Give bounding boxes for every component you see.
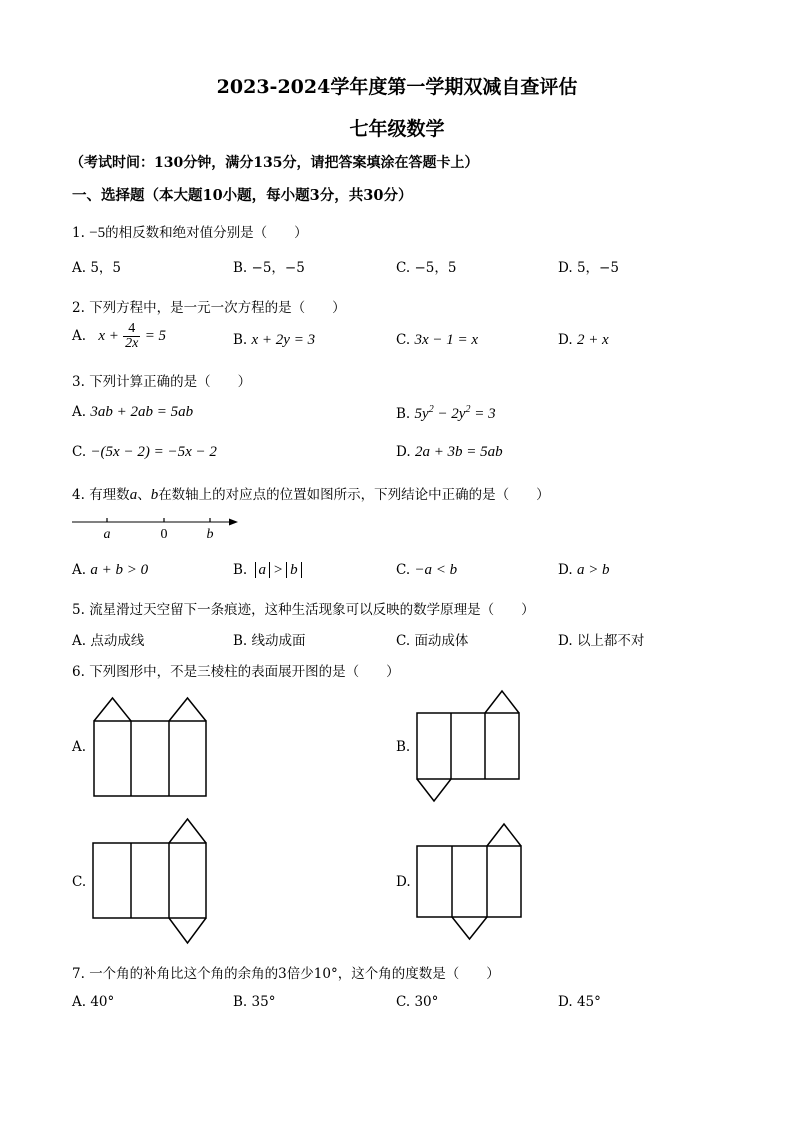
net-rect-outline <box>93 843 206 918</box>
question-text: 下列方程中，是一元一次方程的是（ ） <box>89 300 346 316</box>
question-text: 流星滑过天空留下一条痕迹，这种生活现象可以反映的数学原理是（ ） <box>89 602 535 618</box>
option-label: A. <box>72 633 87 649</box>
q6-figure-d <box>413 820 528 945</box>
option-label: C. <box>396 994 411 1010</box>
q5-option-b[interactable] <box>233 629 306 649</box>
q7-option-c[interactable] <box>396 994 438 1010</box>
option-math: x + <box>98 328 119 344</box>
net-triangle <box>417 779 451 801</box>
page-title: 2023-2024学年度第一学期双减自查评估 <box>216 76 578 98</box>
q1-option-b[interactable] <box>233 256 305 276</box>
math-part: = 3 <box>470 406 496 422</box>
abs-b: b <box>286 562 302 578</box>
net-triangle <box>485 691 519 713</box>
net-triangle <box>487 824 521 846</box>
question-7 <box>72 962 500 982</box>
q4-option-c[interactable] <box>396 562 457 579</box>
option-math: a > b <box>576 562 610 578</box>
option-math: 2a + 3b = 5ab <box>414 444 503 460</box>
q7-option-a[interactable] <box>72 994 114 1010</box>
option-label: A. <box>72 994 87 1010</box>
question-text: 下列图形中，不是三棱柱的表面展开图的是（ ） <box>89 664 400 680</box>
question-6 <box>72 660 400 680</box>
q5-option-c[interactable] <box>396 629 468 649</box>
q6-option-b-label[interactable]: B. <box>396 739 411 755</box>
q6-option-d-label[interactable]: D. <box>396 874 411 890</box>
option-label: A. <box>72 328 87 344</box>
math-part: − 2y <box>433 406 466 422</box>
net-rect-outline <box>417 713 519 779</box>
section-heading: 一、选择题（本大题10小题，每小题3分，共30分） <box>72 187 413 204</box>
q1-option-a[interactable] <box>72 256 121 276</box>
question-1 <box>72 221 308 242</box>
option-math <box>415 406 496 422</box>
option-label: C. <box>396 260 411 276</box>
exponent: 2 <box>428 404 434 415</box>
q6-figure-c <box>89 815 214 950</box>
option-text: 40° <box>90 994 115 1010</box>
option-text: 35° <box>251 994 276 1010</box>
q7-option-b[interactable] <box>233 994 275 1010</box>
q3-option-b[interactable] <box>396 404 496 423</box>
option-label: B. <box>233 332 248 348</box>
option-label: A. <box>72 260 87 276</box>
option-math: 2 + x <box>576 332 609 348</box>
question-4 <box>72 483 550 504</box>
q6-figure-a <box>90 693 215 803</box>
option-math: −a < b <box>414 562 458 578</box>
q6-figure-b <box>413 688 528 806</box>
option-label: C. <box>72 444 87 460</box>
q4-option-b[interactable] <box>233 562 305 579</box>
option-label: D. <box>558 994 573 1010</box>
option-label: D. <box>558 332 573 348</box>
option-label: C. <box>396 562 411 578</box>
variable-b: b <box>150 487 159 503</box>
option-text: 45° <box>576 994 601 1010</box>
option-label: C. <box>396 332 411 348</box>
option-text: 30° <box>414 994 439 1010</box>
fraction <box>123 322 140 351</box>
option-math: = 5 <box>144 328 167 344</box>
question-2 <box>72 296 346 316</box>
question-math: −5 <box>89 225 106 241</box>
q2-option-c[interactable] <box>396 332 478 349</box>
abs-a: a <box>255 562 271 578</box>
option-label: B. <box>396 406 411 422</box>
math-part: 5y <box>414 406 429 422</box>
fraction-denominator: 2x <box>125 336 139 351</box>
question-number: 7. <box>72 966 85 982</box>
option-label: D. <box>558 633 573 649</box>
exponent: 2 <box>465 404 471 415</box>
question-text: 一个角的补角比这个角的余角的3倍少10°，这个角的度数是（ ） <box>89 966 500 982</box>
net-rect-outline <box>417 846 521 917</box>
q1-option-d[interactable] <box>558 256 619 276</box>
option-label: B. <box>233 633 248 649</box>
fraction-numerator: 4 <box>128 321 136 336</box>
option-label: B. <box>233 562 248 578</box>
question-number: 6. <box>72 664 85 680</box>
option-math: 3ab + 2ab = 5ab <box>90 404 194 420</box>
question-5 <box>72 598 535 618</box>
option-label: A. <box>72 562 87 578</box>
q6-option-a-label[interactable]: A. <box>72 739 87 755</box>
q2-option-d[interactable] <box>558 332 609 349</box>
option-text: 5，5 <box>90 260 122 276</box>
q5-option-a[interactable] <box>72 629 144 649</box>
q5-option-d[interactable] <box>558 629 644 649</box>
q3-option-a[interactable] <box>72 404 193 421</box>
q4-option-d[interactable] <box>558 562 610 579</box>
label-a: a <box>103 527 111 542</box>
q6-option-c-label[interactable]: C. <box>72 874 87 890</box>
option-math: 3x − 1 = x <box>414 332 478 348</box>
label-zero: 0 <box>160 527 168 542</box>
option-text: 点动成线 <box>90 633 145 649</box>
q7-option-d[interactable] <box>558 994 601 1010</box>
q2-option-b[interactable] <box>233 332 315 349</box>
option-text: 线动成面 <box>251 633 306 649</box>
question-3 <box>72 370 251 390</box>
question-number: 4. <box>72 487 85 503</box>
question-text: 下列计算正确的是（ ） <box>89 374 252 390</box>
question-text: 的相反数和绝对值分别是（ ） <box>105 225 308 241</box>
question-number: 3. <box>72 374 85 390</box>
question-number: 5. <box>72 602 85 618</box>
q2-option-a[interactable] <box>72 322 166 351</box>
option-text: 面动成体 <box>414 633 469 649</box>
option-text: 以上都不对 <box>576 633 645 649</box>
q4-option-a[interactable] <box>72 562 148 579</box>
page-subtitle: 七年级数学 <box>349 118 445 140</box>
option-math: a + b > 0 <box>90 562 149 578</box>
exam-note: （考试时间：130分钟，满分135分，请把答案填涂在答题卡上） <box>70 155 479 171</box>
greater-than: > <box>273 562 284 578</box>
net-triangle <box>169 918 206 943</box>
net-triangle <box>94 698 131 721</box>
label-b: b <box>206 527 214 542</box>
variable-a: a <box>129 487 138 503</box>
option-math: −(5x − 2) = −5x − 2 <box>90 444 217 460</box>
net-rect-outline <box>94 721 206 796</box>
q3-option-c[interactable] <box>72 444 217 461</box>
option-label: C. <box>396 633 411 649</box>
option-label: D. <box>558 260 573 276</box>
option-label: D. <box>558 562 573 578</box>
option-label: B. <box>233 260 248 276</box>
net-triangle <box>169 698 206 721</box>
option-text: −5，5 <box>414 260 457 276</box>
question-text: 有理数 <box>89 487 130 503</box>
option-text: 5，−5 <box>576 260 619 276</box>
option-label: B. <box>233 994 248 1010</box>
option-text: −5，−5 <box>251 260 305 276</box>
net-triangle <box>452 917 487 939</box>
separator: 、 <box>137 487 151 503</box>
q3-option-d[interactable] <box>396 444 503 461</box>
question-number: 2. <box>72 300 85 316</box>
question-number: 1. <box>72 225 85 241</box>
net-triangle <box>169 819 206 843</box>
q1-option-c[interactable] <box>396 256 456 276</box>
option-label: D. <box>396 444 411 460</box>
question-text: 在数轴上的对应点的位置如图所示，下列结论中正确的是（ ） <box>158 487 550 503</box>
option-math: x + 2y = 3 <box>251 332 316 348</box>
arrow-icon <box>229 519 238 526</box>
number-line <box>70 512 245 544</box>
option-label: A. <box>72 404 87 420</box>
